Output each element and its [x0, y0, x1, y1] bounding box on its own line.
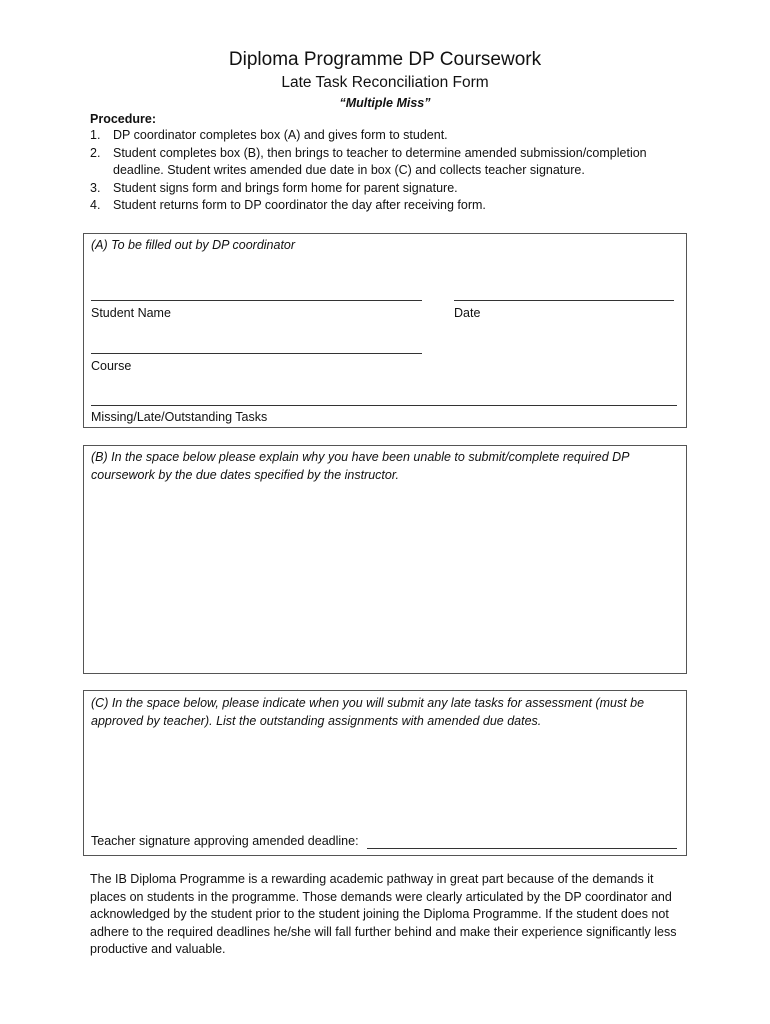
- form-title: Diploma Programme DP Coursework: [228, 49, 542, 70]
- procedure-step: [90, 197, 690, 215]
- step-text: Student completes box (B), then brings to teacher to determine amended submission/completion deadline. Student writes amended due date in box (C) and collects teacher signature.: [113, 145, 647, 177]
- date-label: Date: [454, 306, 481, 320]
- box-c-amended-dates[interactable]: [83, 690, 687, 856]
- box-b-explanation[interactable]: [83, 445, 687, 674]
- box-c-heading: (C) In the space below, please indicate when you will submit any late tasks for assessment (must be approved by teacher). List the outstanding assignments with amended due dates.: [91, 696, 645, 728]
- procedure-step: [90, 180, 690, 198]
- step-text: DP coordinator completes box (A) and gives form to student.: [113, 128, 448, 142]
- step-number: 3.: [90, 180, 101, 195]
- tasks-label: Missing/Late/Outstanding Tasks: [91, 410, 268, 424]
- procedure-step: [90, 145, 690, 180]
- form-quote: “Multiple Miss”: [339, 96, 431, 110]
- step-number: 2.: [90, 145, 101, 160]
- box-a-heading: (A) To be filled out by DP coordinator: [91, 238, 296, 252]
- tasks-field[interactable]: [91, 405, 677, 406]
- procedure-list: [90, 127, 690, 215]
- procedure-step: [90, 127, 690, 145]
- footer-paragraph: The IB Diploma Programme is a rewarding academic pathway in great part because of the demands it places on students in the programme. Those demands were clearly articulated by the DP coordinator and acknowledged by the student prior to the student joining the Diploma Programme. If the student does not adhere to the required deadlines he/she will fall further behind and make their experience significantly less productive and valuable.: [90, 872, 677, 956]
- step-text: Student signs form and brings form home for parent signature.: [113, 180, 458, 195]
- form-subtitle: Late Task Reconciliation Form: [281, 74, 489, 91]
- teacher-signature-label: Teacher signature approving amended deadline:: [91, 834, 359, 848]
- step-number: 4.: [90, 198, 101, 212]
- box-a-coordinator: [83, 233, 687, 428]
- box-b-heading: (B) In the space below please explain why you have been unable to submit/complete required DP coursework by the due dates specified by the instructor.: [91, 450, 630, 482]
- step-text: Student returns form to DP coordinator the day after receiving form.: [113, 198, 486, 212]
- course-field[interactable]: [91, 353, 422, 354]
- procedure-heading: Procedure:: [90, 112, 156, 126]
- student-name-label: Student Name: [91, 306, 171, 320]
- student-name-field[interactable]: [91, 300, 422, 301]
- date-field[interactable]: [454, 300, 674, 301]
- step-number: 1.: [90, 128, 101, 142]
- teacher-signature-field[interactable]: [367, 848, 677, 849]
- course-label: Course: [91, 359, 132, 373]
